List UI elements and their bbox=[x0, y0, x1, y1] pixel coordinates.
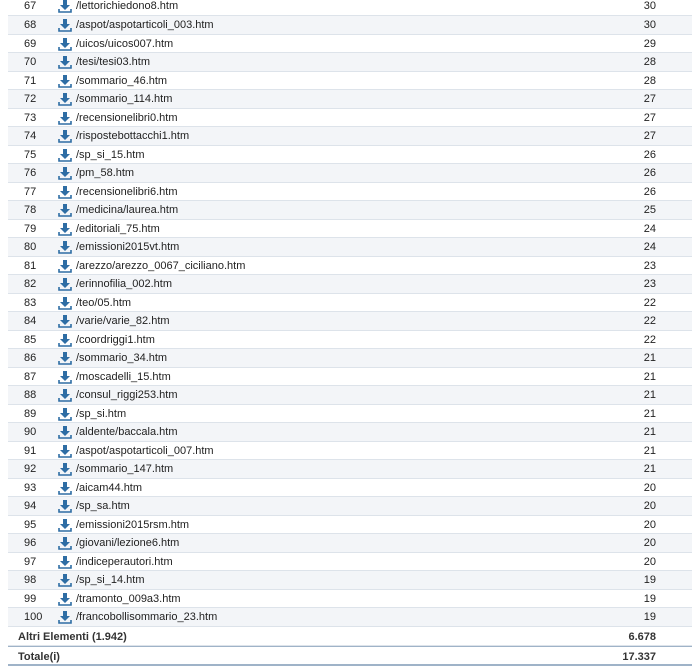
table-row bbox=[8, 423, 692, 442]
row-count: 19 bbox=[643, 592, 656, 605]
download-icon[interactable] bbox=[58, 203, 72, 217]
page-link[interactable]: /aspot/aspotarticoli_007.htm bbox=[76, 444, 214, 457]
row-count: 20 bbox=[643, 537, 656, 549]
row-rank: 84 bbox=[24, 315, 37, 327]
row-count: 23 bbox=[643, 259, 656, 272]
download-icon[interactable] bbox=[58, 222, 72, 236]
row-count: 22 bbox=[643, 333, 656, 346]
row-count: 21 bbox=[643, 352, 656, 364]
table-row bbox=[8, 72, 692, 91]
download-icon[interactable] bbox=[58, 148, 72, 162]
row-count: 20 bbox=[643, 500, 656, 512]
table-body bbox=[8, 0, 692, 627]
download-icon[interactable] bbox=[58, 296, 72, 310]
table-row bbox=[8, 127, 692, 146]
row-count: 21 bbox=[643, 444, 656, 457]
row-rank: 80 bbox=[24, 241, 37, 253]
download-icon[interactable] bbox=[58, 555, 72, 569]
row-count: 24 bbox=[643, 222, 656, 235]
page-link[interactable]: /indiceperautori.htm bbox=[76, 555, 173, 568]
row-rank: 96 bbox=[24, 537, 37, 549]
download-icon[interactable] bbox=[58, 518, 72, 532]
row-rank: 81 bbox=[24, 259, 37, 272]
row-rank: 83 bbox=[24, 296, 37, 309]
download-icon[interactable] bbox=[58, 610, 72, 624]
page-link[interactable]: /sommario_46.htm bbox=[76, 74, 168, 87]
row-count: 19 bbox=[643, 574, 656, 586]
page-link[interactable]: /tesi/tesi03.htm bbox=[76, 56, 150, 68]
page-link[interactable]: /sp_si.htm bbox=[76, 407, 127, 420]
download-icon[interactable] bbox=[58, 277, 72, 291]
table-row bbox=[8, 312, 692, 331]
others-row bbox=[8, 627, 692, 646]
row-rank: 87 bbox=[24, 370, 37, 383]
row-count: 30 bbox=[643, 19, 656, 31]
row-rank: 98 bbox=[24, 574, 37, 586]
row-rank: 94 bbox=[24, 500, 37, 512]
table-row bbox=[8, 516, 692, 535]
row-count: 26 bbox=[643, 148, 656, 161]
table-row bbox=[8, 405, 692, 424]
row-count: 21 bbox=[643, 426, 656, 438]
row-rank: 78 bbox=[24, 204, 37, 216]
row-count: 23 bbox=[643, 278, 656, 290]
page-link[interactable]: /emissioni2015vt.htm bbox=[76, 241, 180, 253]
row-rank: 86 bbox=[24, 352, 37, 364]
row-rank: 100 bbox=[24, 611, 43, 623]
row-count: 20 bbox=[643, 555, 656, 568]
download-icon[interactable] bbox=[58, 37, 72, 51]
table-row bbox=[8, 534, 692, 553]
row-rank: 97 bbox=[24, 555, 37, 568]
total-value: 17.337 bbox=[622, 650, 656, 663]
download-icon[interactable] bbox=[58, 425, 72, 439]
download-icon[interactable] bbox=[58, 444, 72, 458]
row-rank: 71 bbox=[24, 74, 37, 87]
download-icon[interactable] bbox=[58, 240, 72, 254]
row-count: 27 bbox=[643, 130, 656, 142]
table-row bbox=[8, 368, 692, 387]
table-row bbox=[8, 90, 692, 109]
download-icon[interactable] bbox=[58, 55, 72, 69]
table-row bbox=[8, 201, 692, 220]
row-count: 22 bbox=[643, 296, 656, 309]
row-count: 29 bbox=[643, 37, 656, 50]
page-link[interactable]: /sp_sa.htm bbox=[76, 500, 130, 512]
download-icon[interactable] bbox=[58, 462, 72, 476]
row-count: 20 bbox=[643, 518, 656, 531]
page-link[interactable]: /francobollisommario_23.htm bbox=[76, 611, 218, 623]
row-rank: 91 bbox=[24, 444, 37, 457]
row-rank: 77 bbox=[24, 185, 37, 198]
page-link[interactable]: /coordriggi1.htm bbox=[76, 333, 155, 346]
table-row bbox=[8, 460, 692, 479]
row-rank: 79 bbox=[24, 222, 37, 235]
page-link[interactable]: /arezzo/arezzo_0067_ciciliano.htm bbox=[76, 259, 246, 272]
table-row bbox=[8, 590, 692, 609]
table-row bbox=[8, 608, 692, 627]
download-icon[interactable] bbox=[58, 351, 72, 365]
row-count: 25 bbox=[643, 204, 656, 216]
download-icon[interactable] bbox=[58, 314, 72, 328]
download-icon[interactable] bbox=[58, 74, 72, 88]
row-rank: 67 bbox=[24, 0, 37, 12]
table-row bbox=[8, 220, 692, 239]
page-stats-table bbox=[8, 0, 692, 666]
page-link[interactable]: /emissioni2015rsm.htm bbox=[76, 518, 190, 531]
page-link[interactable]: /erinnofilia_002.htm bbox=[76, 278, 173, 290]
page-link[interactable]: /consul_riggi253.htm bbox=[76, 389, 178, 401]
others-value: 6.678 bbox=[628, 630, 656, 643]
table-row bbox=[8, 238, 692, 257]
row-rank: 74 bbox=[24, 130, 37, 142]
row-count: 21 bbox=[643, 389, 656, 401]
row-count: 27 bbox=[643, 93, 656, 105]
download-icon[interactable] bbox=[58, 499, 72, 513]
row-count: 24 bbox=[643, 241, 656, 253]
page-link[interactable]: /moscadelli_15.htm bbox=[76, 370, 171, 383]
download-icon[interactable] bbox=[58, 259, 72, 273]
row-count: 19 bbox=[643, 611, 656, 623]
table-row bbox=[8, 35, 692, 54]
download-icon[interactable] bbox=[58, 0, 72, 13]
total-row bbox=[8, 646, 692, 666]
page-link[interactable]: /editoriali_75.htm bbox=[76, 222, 160, 235]
page-link[interactable]: /aspot/aspotarticoli_003.htm bbox=[76, 19, 214, 31]
table-row bbox=[8, 479, 692, 498]
page-link[interactable]: /giovani/lezione6.htm bbox=[76, 537, 180, 549]
table-row bbox=[8, 0, 692, 16]
table-row bbox=[8, 442, 692, 461]
row-rank: 82 bbox=[24, 278, 37, 290]
table-row bbox=[8, 349, 692, 368]
row-count: 22 bbox=[643, 315, 656, 327]
row-rank: 85 bbox=[24, 333, 37, 346]
page-link[interactable]: /recensionelibri0.htm bbox=[76, 111, 178, 124]
page-link[interactable]: /tramonto_009a3.htm bbox=[76, 592, 181, 605]
row-rank: 92 bbox=[24, 463, 37, 475]
page-link[interactable]: /aldente/baccala.htm bbox=[76, 426, 178, 438]
row-rank: 89 bbox=[24, 407, 37, 420]
table-row bbox=[8, 386, 692, 405]
download-icon[interactable] bbox=[58, 18, 72, 32]
row-count: 21 bbox=[643, 463, 656, 475]
row-rank: 93 bbox=[24, 481, 37, 494]
row-count: 27 bbox=[643, 111, 656, 124]
download-icon[interactable] bbox=[58, 92, 72, 106]
download-icon[interactable] bbox=[58, 592, 72, 606]
download-icon[interactable] bbox=[58, 166, 72, 180]
row-count: 30 bbox=[643, 0, 656, 12]
page-link[interactable]: /sp_si_14.htm bbox=[76, 574, 145, 586]
others-label: Altri Elementi (1.942) bbox=[18, 630, 127, 643]
page-link[interactable]: /rispostebottacchi1.htm bbox=[76, 130, 190, 142]
download-icon[interactable] bbox=[58, 536, 72, 550]
row-count: 28 bbox=[643, 56, 656, 68]
row-rank: 90 bbox=[24, 426, 37, 438]
download-icon[interactable] bbox=[58, 111, 72, 125]
total-label: Totale(i) bbox=[18, 650, 60, 663]
row-rank: 75 bbox=[24, 148, 37, 161]
row-count: 20 bbox=[643, 481, 656, 494]
table-row bbox=[8, 294, 692, 313]
row-rank: 68 bbox=[24, 19, 37, 31]
page-link[interactable]: /sommario_114.htm bbox=[76, 93, 173, 105]
row-count: 26 bbox=[643, 167, 656, 179]
table-row bbox=[8, 109, 692, 128]
row-count: 21 bbox=[643, 370, 656, 383]
page-link[interactable]: /medicina/laurea.htm bbox=[76, 204, 179, 216]
table-row bbox=[8, 257, 692, 276]
table-row bbox=[8, 16, 692, 35]
download-icon[interactable] bbox=[58, 388, 72, 402]
download-icon[interactable] bbox=[58, 185, 72, 199]
page-link[interactable]: /teo/05.htm bbox=[76, 296, 132, 309]
row-rank: 88 bbox=[24, 389, 37, 401]
download-icon[interactable] bbox=[58, 333, 72, 347]
row-rank: 76 bbox=[24, 167, 37, 179]
row-rank: 72 bbox=[24, 93, 37, 105]
page-link[interactable]: /aicam44.htm bbox=[76, 481, 143, 494]
download-icon[interactable] bbox=[58, 573, 72, 587]
page-link[interactable]: /sommario_147.htm bbox=[76, 463, 174, 475]
row-rank: 69 bbox=[24, 37, 37, 50]
row-rank: 99 bbox=[24, 592, 37, 605]
row-count: 28 bbox=[643, 74, 656, 87]
download-icon[interactable] bbox=[58, 129, 72, 143]
table-row bbox=[8, 164, 692, 183]
page-link[interactable]: /sommario_34.htm bbox=[76, 352, 168, 364]
download-icon[interactable] bbox=[58, 370, 72, 384]
download-icon[interactable] bbox=[58, 481, 72, 495]
table-row bbox=[8, 571, 692, 590]
table-row bbox=[8, 183, 692, 202]
row-rank: 95 bbox=[24, 518, 37, 531]
row-count: 21 bbox=[643, 407, 656, 420]
page-link[interactable]: /lettorichiedono8.htm bbox=[76, 0, 179, 12]
table-row bbox=[8, 53, 692, 72]
page-link[interactable]: /varie/varie_82.htm bbox=[76, 315, 170, 327]
table-row bbox=[8, 553, 692, 572]
row-rank: 70 bbox=[24, 56, 37, 68]
page-link[interactable]: /sp_si_15.htm bbox=[76, 148, 145, 161]
page-link[interactable]: /pm_58.htm bbox=[76, 167, 135, 179]
row-rank: 73 bbox=[24, 111, 37, 124]
page-link[interactable]: /recensionelibri6.htm bbox=[76, 185, 178, 198]
row-count: 26 bbox=[643, 185, 656, 198]
table-row bbox=[8, 497, 692, 516]
table-row bbox=[8, 331, 692, 350]
page-link[interactable]: /uicos/uicos007.htm bbox=[76, 37, 174, 50]
download-icon[interactable] bbox=[58, 407, 72, 421]
table-row bbox=[8, 146, 692, 165]
table-row bbox=[8, 275, 692, 294]
